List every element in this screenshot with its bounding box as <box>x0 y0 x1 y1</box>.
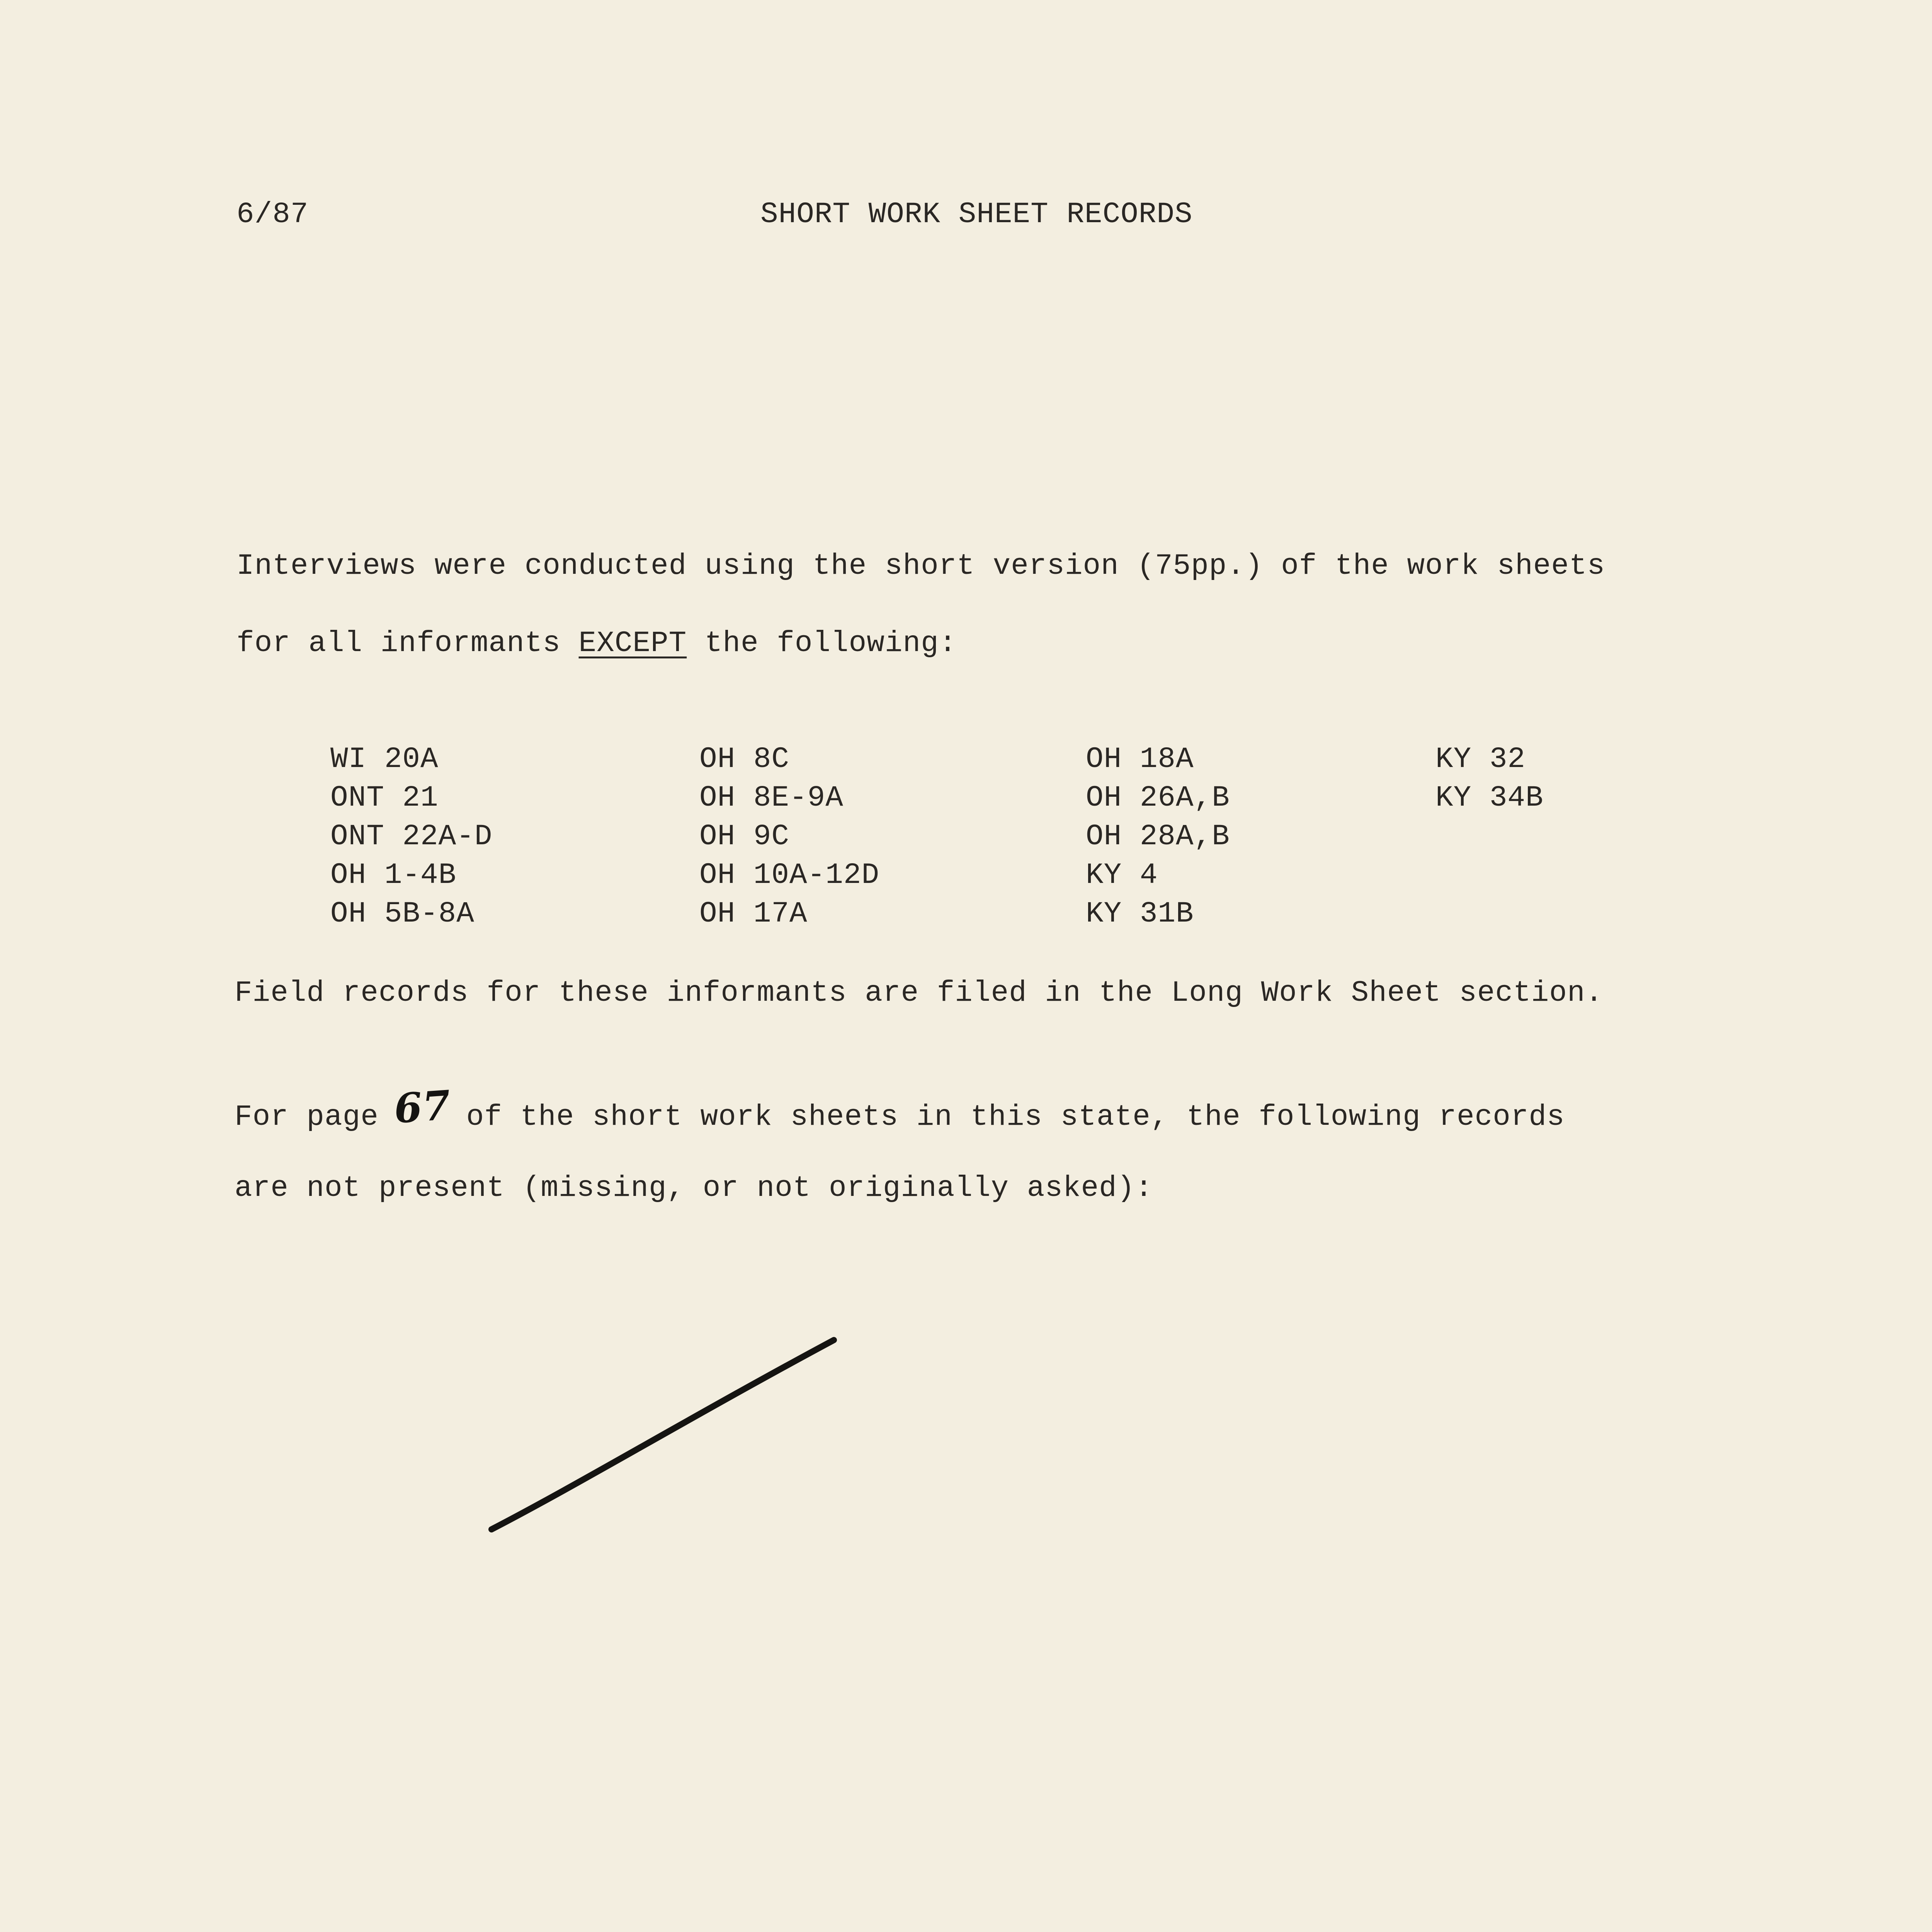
informant-code: KY 32 <box>1435 743 1526 776</box>
informant-code: KY 34B <box>1435 781 1544 815</box>
informant-code: OH 26A,B <box>1086 781 1230 815</box>
informant-code: OH 9C <box>699 820 790 853</box>
informant-code: KY 31B <box>1086 897 1194 930</box>
document-title: SHORT WORK SHEET RECORDS <box>760 198 1193 231</box>
informant-code: OH 10A-12D <box>699 859 880 892</box>
field-records-note: Field records for these informants are filed in the Long Work Sheet section. <box>235 976 1604 1010</box>
intro-line-2-suffix: the following: <box>687 627 957 660</box>
informant-code: OH 18A <box>1086 743 1194 776</box>
informant-code: KY 4 <box>1086 859 1158 892</box>
informant-code: ONT 21 <box>330 781 439 815</box>
informant-code: OH 5B-8A <box>330 897 474 930</box>
informant-code: OH 17A <box>699 897 808 930</box>
missing-prefix: For page <box>235 1100 379 1134</box>
except-emphasis: EXCEPT <box>578 627 687 660</box>
informant-code: OH 28A,B <box>1086 820 1230 853</box>
document-date: 6/87 <box>236 198 309 231</box>
handwritten-page-number: 67 <box>392 1081 452 1133</box>
missing-records-line-2: are not present (missing, or not originally asked): <box>235 1172 1153 1205</box>
informant-code: WI 20A <box>330 743 439 776</box>
missing-suffix: of the short work sheets in this state, the following records <box>466 1100 1565 1134</box>
intro-line-2-prefix: for all informants <box>236 627 579 660</box>
informant-code: ONT 22A-D <box>330 820 493 853</box>
informant-code: OH 8E-9A <box>699 781 844 815</box>
intro-line-1: Interviews were conducted using the short version (75pp.) of the work sheets <box>236 549 1605 583</box>
informant-code: OH 8C <box>699 743 790 776</box>
informant-code: OH 1-4B <box>330 859 457 892</box>
